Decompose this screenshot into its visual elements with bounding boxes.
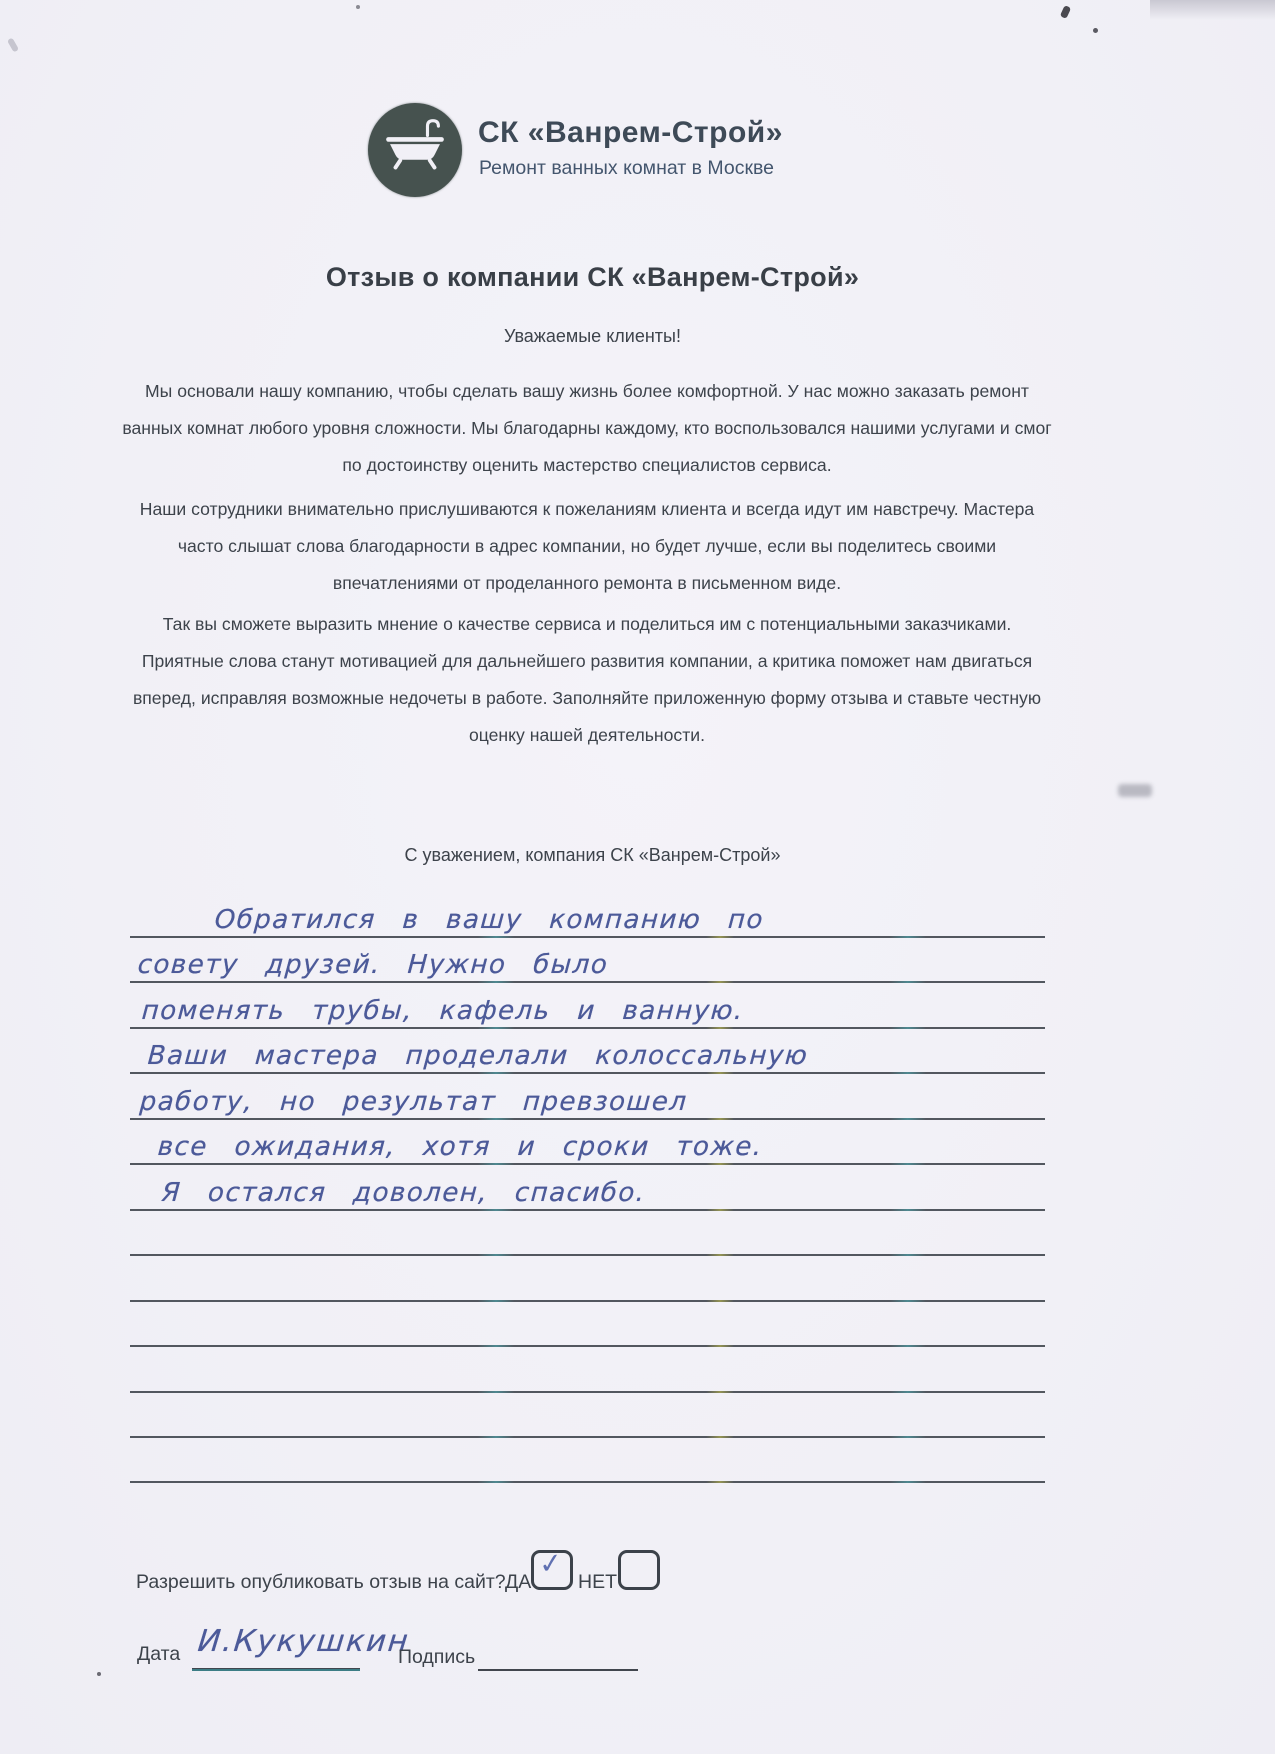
ruled-line (130, 1072, 1045, 1074)
ruled-line (130, 936, 1045, 938)
signature-label: Подпись (398, 1646, 476, 1668)
handwritten-review-line: работу, но результат превзошел (138, 1087, 689, 1117)
handwritten-review-line: Ваши мастера проделали колоссальную (146, 1041, 810, 1071)
handwritten-date-value: И.Кукушкин (196, 1624, 412, 1659)
brand-title: СК «Ванрем-Строй» (478, 116, 783, 149)
company-logo (368, 103, 462, 197)
scan-speck (1060, 5, 1071, 19)
publish-yes-label: ДА (505, 1571, 532, 1593)
publish-yes-checkbox[interactable] (531, 1545, 573, 1590)
intro-paragraph-1: Мы основали нашу компанию, чтобы сделать вашу жизнь более комфортной. У нас можно заказать ремонт ванных комнат любого уровня сложности. Мы благодарны каждому, кто воспользовался нашими услугами и смог по достоинству оценить мастерство специалистов сервиса. (122, 381, 1052, 475)
publish-question-label: Разрешить опубликовать отзыв на сайт? (136, 1571, 506, 1593)
date-fill-line[interactable] (192, 1669, 360, 1671)
handwritten-review-line: совету друзей. Нужно было (136, 950, 610, 980)
intro-paragraph-2: Наши сотрудники внимательно прислушиваются к пожеланиям клиента и всегда идут им навстречу. Мастера часто слышат слова благодарности в адрес компании, но будет лучше, если вы поделитесь своими впечатлениями от проделанного ремонта в письменном виде. (139, 499, 1035, 593)
signoff-text: С уважением, компания СК «Ванрем-Строй» (404, 845, 781, 865)
ruled-line (130, 1391, 1045, 1393)
checkmark-icon: ✓ (537, 1545, 565, 1582)
intro-paragraph-3: Так вы сможете выразить мнение о качестве сервиса и поделиться им с потенциальными заказчиками. Приятные слова станут мотивацией для дальнейшего развития компании, а критика поможет нам двигаться вперед, исправляя возможные недочеты в работе. Заполняйте приложенную форму отзыва и ставьте честную оценку нашей деятельности. (132, 614, 1042, 745)
ruled-line (130, 1481, 1045, 1483)
handwritten-review-line: все ожидания, хотя и сроки тоже. (156, 1132, 764, 1162)
ruled-line (130, 1254, 1045, 1256)
signature-fill-line[interactable] (478, 1669, 638, 1671)
salutation-text: Уважаемые клиенты! (504, 326, 681, 346)
scan-corner-shade (1150, 0, 1275, 20)
ruled-line (130, 1209, 1045, 1211)
scan-speck (97, 1672, 101, 1676)
scan-smudge (1118, 784, 1152, 797)
ruled-line (130, 1118, 1045, 1120)
scan-speck (7, 37, 19, 52)
handwritten-review-line: Я остался доволен, спасибо. (160, 1178, 647, 1208)
publish-no-label: НЕТ (578, 1571, 617, 1593)
ruled-line (130, 981, 1045, 983)
brand-subtitle: Ремонт ванных комнат в Москве (479, 157, 774, 179)
ruled-line (130, 1027, 1045, 1029)
ruled-line (130, 1436, 1045, 1438)
bathtub-icon (376, 109, 454, 192)
handwritten-review-line: поменять трубы, кафель и ванную. (140, 996, 745, 1026)
publish-no-checkbox[interactable] (618, 1550, 660, 1590)
ruled-line (130, 1163, 1045, 1165)
ruled-line (130, 1300, 1045, 1302)
page-title: Отзыв о компании СК «Ванрем-Строй» (325, 262, 860, 292)
handwritten-review-line: Обратился в вашу компанию по (213, 905, 766, 935)
ruled-line (130, 1345, 1045, 1347)
scan-speck (1093, 28, 1098, 33)
scan-speck (356, 5, 360, 9)
date-label: Дата (137, 1643, 181, 1665)
